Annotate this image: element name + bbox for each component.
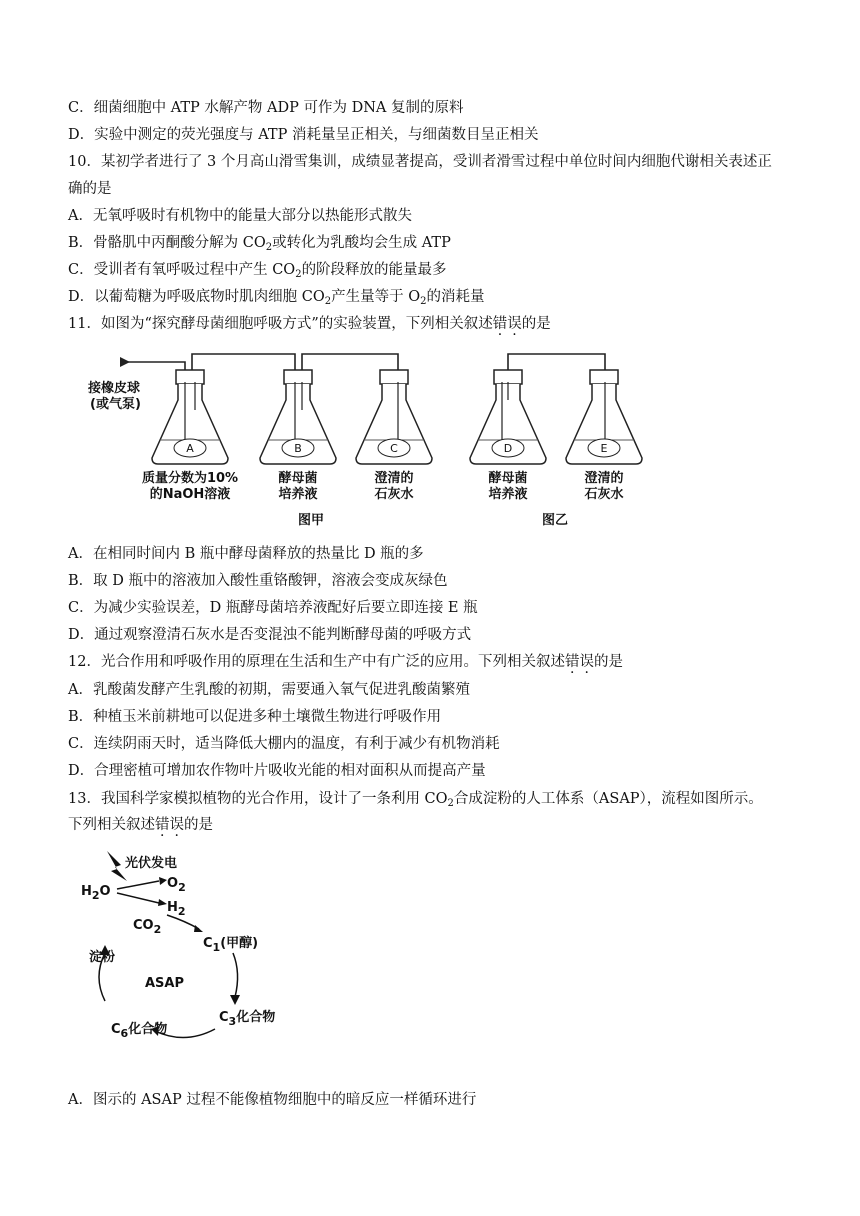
solar-power-label: 光伏发电: [125, 856, 178, 871]
c1-methanol-label: $C_1$(甲醇): [203, 936, 259, 954]
q11-option-d: D．通过观察澄清石灰水是否变混浊不能判断酵母菌的呼吸方式: [68, 627, 472, 643]
q12-stem: 12．光合作用和呼吸作用的原理在生活和生产中有广泛的应用。下列相关叙述错误的是: [68, 654, 623, 670]
q12-option-a: A．乳酸菌发酵产生乳酸的初期，需要通入氧气促进乳酸菌繁殖: [68, 682, 470, 698]
q10-option-d: D．以葡萄糖为呼吸底物时肌肉细胞 $CO_2$产生量等于 $O_2$的消耗量: [68, 289, 485, 307]
q12-option-d: D．合理密植可增加农作物叶片吸收光能的相对面积从而提高产量: [68, 763, 486, 779]
q10-stem-line2: 确的是: [68, 181, 112, 197]
flask-c-label-line1: 澄清的: [374, 471, 414, 486]
asap-pathway-figure: [75, 845, 315, 1060]
pump-label-line2: (或气泵): [90, 397, 141, 412]
flask-d-letter: D: [503, 442, 513, 455]
yeast-respiration-apparatus-figure: [80, 340, 660, 535]
q13-option-a: A．图示的 ASAP 过程不能像植物细胞中的暗反应一样循环进行: [68, 1092, 477, 1108]
figure-caption-jia: 图甲: [298, 513, 325, 528]
flask-b-letter: B: [294, 442, 302, 455]
flask-b-label-line1: 酵母菌: [278, 471, 318, 486]
q10-option-b: B．骨骼肌中丙酮酸分解为 $CO_2$或转化为乳酸均会生成 ATP: [68, 235, 451, 253]
q12-option-c: C．连续阴雨天时，适当降低大棚内的温度，有利于减少有机物消耗: [68, 736, 500, 752]
flask-e-label-line1: 澄清的: [584, 471, 624, 486]
co2-label: $CO_2$: [133, 918, 162, 936]
flask-e-letter: E: [600, 442, 608, 455]
figure-caption-yi: 图乙: [542, 513, 569, 528]
starch-label: 淀粉: [89, 950, 116, 965]
flask-b-label-line2: 培养液: [278, 487, 318, 502]
pump-arrow-icon: [120, 357, 130, 367]
flask-e-label-line2: 石灰水: [584, 487, 624, 502]
o2-label: $O_2$: [167, 876, 186, 894]
flask-c-letter: C: [390, 442, 398, 455]
flask-d-label-line1: 酵母菌: [488, 471, 528, 486]
q13-stem-line2: 下列相关叙述错误的是: [68, 817, 213, 833]
q10-option-a: A．无氧呼吸时有机物中的能量大部分以热能形式散失: [68, 208, 412, 224]
q11-option-b: B．取 D 瓶中的溶液加入酸性重铬酸钾，溶液会变成灰绿色: [68, 573, 448, 589]
pump-label-line1: 接橡皮球: [88, 381, 141, 396]
q13-stem-line1: 13．我国科学家模拟植物的光合作用，设计了一条利用 $CO_2$合成淀粉的人工体系（ASAP），流程如图所示。: [68, 791, 763, 809]
q10-stem-line1: 10．某初学者进行了 3 个月高山滑雪集训，成绩显著提高，受训者滑雪过程中单位时间内细胞代谢相关表述正: [68, 154, 772, 170]
c6-compound-label: $C_6$化合物: [111, 1022, 168, 1040]
flask-a-label-line2: 的NaOH溶液: [149, 487, 231, 502]
h2o-label: $H_2O$: [81, 884, 111, 902]
asap-center-label: ASAP: [145, 976, 185, 991]
lightning-icon: [107, 851, 127, 881]
q10-option-c: C．受训者有氧呼吸过程中产生 $CO_2$的阶段释放的能量最多: [68, 262, 447, 280]
q11-stem: 11．如图为“探究酵母菌细胞呼吸方式”的实验装置，下列相关叙述错误的是: [68, 316, 551, 332]
q9-option-c: C．细菌细胞中 ATP 水解产物 ADP 可作为 DNA 复制的原料: [68, 100, 464, 116]
q12-option-b: B．种植玉米前耕地可以促进多种土壤微生物进行呼吸作用: [68, 709, 442, 725]
q11-option-a: A．在相同时间内 B 瓶中酵母菌释放的热量比 D 瓶的多: [68, 546, 424, 562]
flask-a-label-line1: 质量分数为10%: [141, 471, 239, 486]
c3-compound-label: $C_3$化合物: [219, 1010, 276, 1028]
flask-d-label-line2: 培养液: [488, 487, 528, 502]
flask-c-label-line2: 石灰水: [374, 487, 414, 502]
q9-option-d: D．实验中测定的荧光强度与 ATP 消耗量呈正相关，与细菌数目呈正相关: [68, 127, 539, 143]
q11-option-c: C．为减少实验误差，D 瓶酵母菌培养液配好后要立即连接 E 瓶: [68, 600, 478, 616]
h2-label: $H_2$: [167, 900, 186, 918]
flask-a-letter: A: [186, 442, 194, 455]
